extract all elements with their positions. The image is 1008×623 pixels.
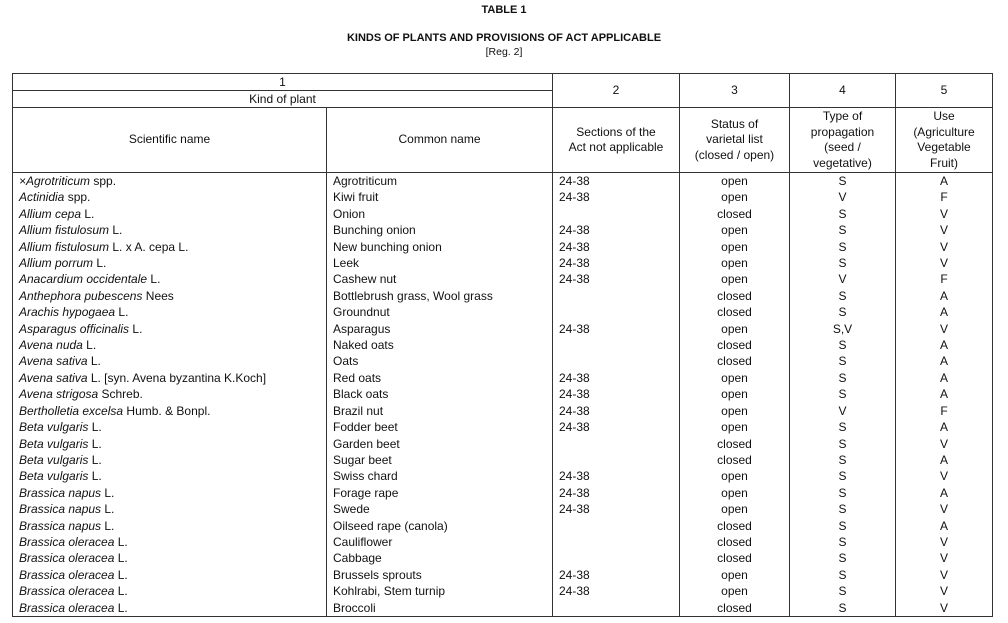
scientific-name-authority: L. [114,567,128,582]
sections-cell: 24-38 [553,468,680,484]
scientific-name-italic: Brassica oleracea [19,584,115,599]
scientific-name-authority: L. [114,600,128,615]
status-cell: closed [680,353,790,369]
use-cell: A [896,353,993,369]
table-row [13,239,993,255]
scientific-name-cell [13,600,327,617]
use-cell: V [896,468,993,484]
scientific-name-cell [13,288,327,304]
scientific-name-cell [13,583,327,599]
status-cell: open [680,386,790,402]
use-cell: A [896,173,993,190]
status-cell: open [680,485,790,501]
scientific-name-cell [13,222,327,238]
sections-cell: 24-38 [553,173,680,190]
column-number-3: 3 [680,74,790,108]
status-cell: closed [680,534,790,550]
table-row [13,452,993,468]
column-number-2: 2 [553,74,680,108]
propagation-cell: V [790,271,896,287]
common-name-cell: Cashew nut [327,271,553,287]
use-cell: V [896,222,993,238]
table-row [13,288,993,304]
status-header-line3: (closed / open) [694,147,775,162]
use-cell: F [896,403,993,419]
scientific-name-cell [13,419,327,435]
common-name-cell: Swiss chard [327,468,553,484]
scientific-name-cell [13,485,327,501]
scientific-name-authority: L. [115,305,129,320]
status-cell: open [680,239,790,255]
propagation-cell: S [790,567,896,583]
scientific-name-authority: spp. [64,190,91,205]
scientific-name-cell [13,518,327,534]
propagation-cell: S [790,419,896,435]
status-cell: closed [680,206,790,222]
scientific-name-italic: Allium porrum [19,256,94,271]
use-cell: V [896,206,993,222]
scientific-name-authority: Schreb. [98,387,143,402]
common-name-cell: Swede [327,501,553,517]
status-cell: open [680,271,790,287]
scientific-name-cell [13,206,327,222]
status-cell: open [680,255,790,271]
scientific-name-italic: Allium cepa [19,206,82,221]
sections-header [553,108,680,173]
status-cell: open [680,419,790,435]
propagation-cell: S [790,386,896,402]
table-row [13,550,993,566]
scientific-name-authority: L. x A. cepa L. [109,239,189,254]
propagation-cell: S [790,583,896,599]
scientific-name-italic: Arachis hypogaea [19,305,116,320]
scientific-name-cell [13,353,327,369]
status-cell: open [680,501,790,517]
kind-of-plant-header: Kind of plant [13,91,553,108]
scientific-name-authority: L. [87,354,101,369]
scientific-name-authority: L. [88,469,102,484]
scientific-name-authority: Nees [142,288,174,303]
table-row [13,255,993,271]
scientific-name-italic: Beta vulgaris [19,469,89,484]
status-cell: open [680,583,790,599]
propagation-header-line3: (seed / [824,140,861,154]
scientific-name-authority: L. [101,502,115,517]
scientific-name-cell [13,501,327,517]
scientific-name-italic: Brassica napus [19,518,102,533]
scientific-name-cell [13,304,327,320]
sections-cell: 24-38 [553,567,680,583]
use-cell: V [896,600,993,617]
scientific-name-authority: spp. [90,174,117,188]
scientific-name-header: Scientific name [13,108,327,173]
scientific-name-authority: L. [syn. Avena byzantina K.Koch] [87,370,267,385]
status-cell: open [680,567,790,583]
table-row [13,337,993,353]
status-cell: open [680,370,790,386]
scientific-name-italic: Brassica oleracea [19,551,115,566]
scientific-name-italic: Avena nuda [19,338,83,353]
use-header-line2: (Agriculture [913,124,975,139]
common-name-cell: Cabbage [327,550,553,566]
table-row [13,321,993,337]
common-name-cell: Asparagus [327,321,553,337]
status-cell: open [680,189,790,205]
scientific-name-cell [13,370,327,386]
propagation-cell: S,V [790,321,896,337]
scientific-name-cell [13,436,327,452]
propagation-cell: S [790,239,896,255]
status-header-line2: varietal list [706,132,763,147]
common-name-cell: Onion [327,206,553,222]
scientific-name-authority: L. [147,272,161,287]
scientific-name-authority: L. [93,256,107,271]
use-cell: F [896,189,993,205]
table-row [13,222,993,238]
table-row [13,567,993,583]
propagation-cell: V [790,189,896,205]
use-cell: A [896,288,993,304]
propagation-cell: S [790,468,896,484]
sections-cell: 24-38 [553,485,680,501]
common-name-cell: Bottlebrush grass, Wool grass [327,288,553,304]
scientific-name-italic: Avena sativa [19,370,88,385]
propagation-cell: S [790,370,896,386]
scientific-name-cell [13,271,327,287]
scientific-name-authority: L. [101,518,115,533]
use-cell: A [896,370,993,386]
use-cell: F [896,271,993,287]
sections-header-line2: Act not applicable [568,140,664,154]
status-header-line1: Status of [710,116,759,131]
common-name-cell: Cauliflower [327,534,553,550]
scientific-name-authority: L. [81,206,95,221]
propagation-cell: S [790,485,896,501]
common-name-cell: Bunching onion [327,222,553,238]
propagation-cell: S [790,353,896,369]
table-row [13,518,993,534]
table-row [13,485,993,501]
sections-cell: 24-38 [553,239,680,255]
use-cell: V [896,321,993,337]
common-name-cell: New bunching onion [327,239,553,255]
sections-cell [553,534,680,550]
status-cell: open [680,468,790,484]
common-name-cell: Broccoli [327,600,553,617]
scientific-name-cell [13,337,327,353]
use-cell: A [896,452,993,468]
sections-cell: 24-38 [553,501,680,517]
propagation-cell: S [790,436,896,452]
status-cell: open [680,403,790,419]
scientific-name-italic: Avena sativa [19,354,88,369]
sections-cell [553,337,680,353]
table-row [13,403,993,419]
status-header [680,108,790,173]
propagation-cell: S [790,534,896,550]
status-cell: open [680,173,790,190]
use-cell: V [896,255,993,271]
scientific-name-italic: Beta vulgaris [19,436,89,451]
propagation-cell: S [790,304,896,320]
scientific-name-italic: Beta vulgaris [19,420,89,435]
scientific-name-italic: Brassica napus [19,485,102,500]
scientific-name-cell [13,321,327,337]
common-name-cell: Oats [327,353,553,369]
scientific-name-authority: L. [114,551,128,566]
propagation-cell: S [790,222,896,238]
use-header [896,108,993,173]
scientific-name-italic: Brassica oleracea [19,567,115,582]
scientific-name-cell [13,403,327,419]
propagation-cell: S [790,288,896,304]
common-name-cell: Agrotriticum [327,173,553,190]
table-row [13,436,993,452]
common-name-cell: Fodder beet [327,419,553,435]
use-cell: A [896,304,993,320]
table-row [13,304,993,320]
common-name-cell: Groundnut [327,304,553,320]
propagation-header-line2: propagation [810,124,875,139]
scientific-name-authority: L. [114,584,128,599]
scientific-name-italic: Brassica oleracea [19,600,115,615]
sections-header-line1: Sections of the [576,124,656,139]
status-cell: open [680,321,790,337]
table-row [13,600,993,617]
common-name-cell: Kohlrabi, Stem turnip [327,583,553,599]
table-title: KINDS OF PLANTS AND PROVISIONS OF ACT APPLICABLE [346,32,662,44]
common-name-cell: Garden beet [327,436,553,452]
scientific-name-cell [13,189,327,205]
propagation-cell: S [790,173,896,190]
use-cell: V [896,583,993,599]
sections-cell [553,550,680,566]
scientific-name-italic: Beta vulgaris [19,452,89,467]
table-label: TABLE 1 [481,4,527,16]
status-cell: closed [680,518,790,534]
table-row [13,353,993,369]
scientific-name-italic: Brassica napus [19,502,102,517]
sections-cell: 24-38 [553,419,680,435]
scientific-name-authority: L. [88,436,102,451]
scientific-name-cell [13,173,327,190]
table-body [13,173,993,617]
sections-cell: 24-38 [553,583,680,599]
table-row [13,386,993,402]
table-row [13,468,993,484]
scientific-name-italic: Avena strigosa [19,387,99,402]
sections-cell [553,288,680,304]
status-cell: closed [680,436,790,452]
status-cell: closed [680,337,790,353]
status-cell: closed [680,550,790,566]
scientific-name-cell [13,452,327,468]
column-number-4: 4 [790,74,896,108]
use-cell: V [896,501,993,517]
use-cell: A [896,337,993,353]
scientific-name-authority: L. [82,338,97,353]
propagation-cell: S [790,452,896,468]
scientific-name-italic: Bertholletia excelsa [19,403,124,418]
status-cell: closed [680,600,790,617]
scientific-name-cell [13,239,327,255]
scientific-name-cell [13,468,327,484]
propagation-header-line4: vegetative) [813,155,872,170]
scientific-name-cell [13,567,327,583]
scientific-name-authority: L. [129,321,143,336]
common-name-header: Common name [327,108,553,173]
propagation-header [790,108,896,173]
status-cell: open [680,222,790,238]
propagation-cell: S [790,337,896,353]
use-header-line1: Use [933,109,955,123]
sections-cell [553,600,680,617]
table-row [13,370,993,386]
scientific-name-italic: Anacardium occidentale [19,272,148,287]
sections-cell [553,452,680,468]
common-name-cell: Brazil nut [327,403,553,419]
propagation-cell: S [790,518,896,534]
sections-cell: 24-38 [553,222,680,238]
table-row [13,173,993,190]
sections-cell: 24-38 [553,370,680,386]
common-name-cell: Kiwi fruit [327,189,553,205]
table-row [13,534,993,550]
column-number-5: 5 [896,74,993,108]
plants-table [12,73,993,617]
scientific-name-cell [13,255,327,271]
propagation-cell: S [790,600,896,617]
scientific-name-authority: L. [114,534,128,549]
sections-cell [553,304,680,320]
use-cell: A [896,419,993,435]
use-cell: V [896,550,993,566]
column-number-1: 1 [13,74,553,91]
scientific-name-authority: Humb. & Bonpl. [123,403,211,418]
scientific-name-authority: L. [88,452,102,467]
status-cell: closed [680,452,790,468]
scientific-name-italic: Anthephora pubescens [19,288,143,303]
use-cell: V [896,567,993,583]
scientific-name-authority: L. [109,223,123,238]
sections-cell: 24-38 [553,386,680,402]
common-name-cell: Red oats [327,370,553,386]
table-row [13,271,993,287]
table-row [13,189,993,205]
sections-cell [553,353,680,369]
use-cell: A [896,518,993,534]
sections-cell: 24-38 [553,255,680,271]
table-row [13,206,993,222]
propagation-cell: V [790,403,896,419]
sections-cell: 24-38 [553,189,680,205]
scientific-name-italic: Allium fistulosum [19,239,110,254]
scientific-name-italic: Asparagus officinalis [19,321,130,336]
scientific-name-cell [13,534,327,550]
common-name-cell: Naked oats [327,337,553,353]
regulation-reference: [Reg. 2] [485,46,523,58]
table-row [13,501,993,517]
use-header-line4: Fruit) [930,155,958,170]
use-cell: V [896,534,993,550]
scientific-name-authority: L. [101,485,115,500]
propagation-cell: S [790,206,896,222]
use-header-line3: Vegetable [917,140,971,154]
sections-cell: 24-38 [553,271,680,287]
scientific-name-authority: L. [88,420,102,435]
common-name-cell: Sugar beet [327,452,553,468]
common-name-cell: Leek [327,255,553,271]
common-name-cell: Black oats [327,386,553,402]
sections-cell [553,518,680,534]
scientific-name-italic: Actinidia [19,190,65,205]
propagation-header-line1: Type of [822,109,863,123]
use-cell: A [896,386,993,402]
use-cell: V [896,436,993,452]
use-cell: A [896,485,993,501]
common-name-cell: Oilseed rape (canola) [327,518,553,534]
sections-cell [553,436,680,452]
scientific-name-cell [13,550,327,566]
status-cell: closed [680,304,790,320]
scientific-name-cell [13,386,327,402]
propagation-cell: S [790,550,896,566]
status-cell: closed [680,288,790,304]
scientific-name-italic: Brassica oleracea [19,534,115,549]
sections-cell: 24-38 [553,321,680,337]
propagation-cell: S [790,255,896,271]
use-cell: V [896,239,993,255]
scientific-name-italic: ×Agrotriticum [19,174,91,188]
scientific-name-italic: Allium fistulosum [19,223,110,238]
propagation-cell: S [790,501,896,517]
common-name-cell: Forage rape [327,485,553,501]
sections-cell: 24-38 [553,403,680,419]
table-row [13,583,993,599]
table-row [13,419,993,435]
common-name-cell: Brussels sprouts [327,567,553,583]
sections-cell [553,206,680,222]
